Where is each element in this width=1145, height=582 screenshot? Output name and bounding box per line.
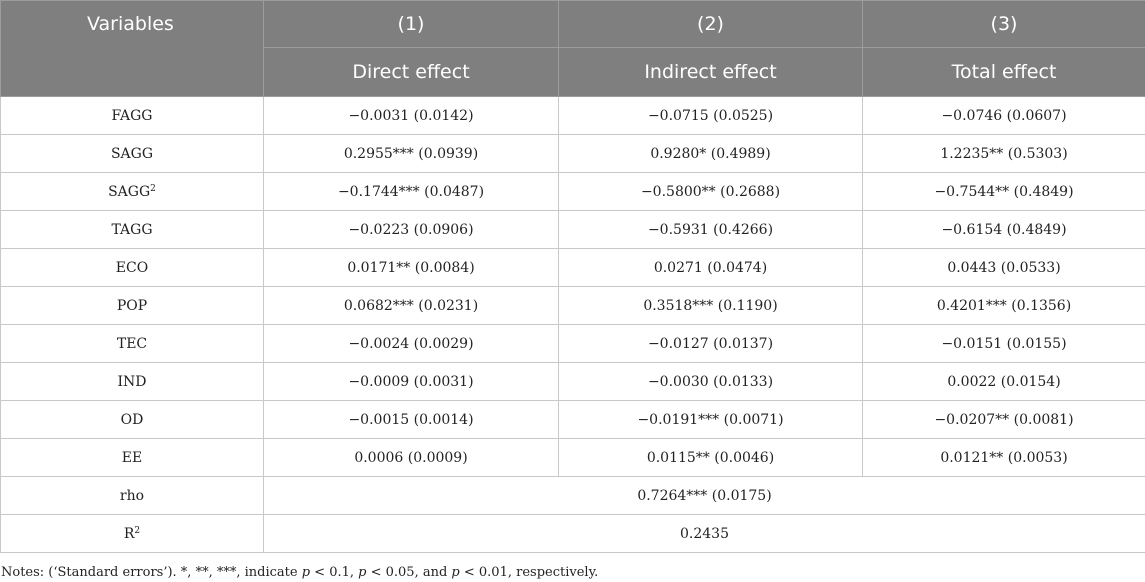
total-cell: 0.0022 (0.0154) bbox=[863, 363, 1145, 401]
table-row bbox=[1, 173, 1145, 211]
table-row bbox=[1, 97, 1145, 135]
indirect-cell: 0.0115** (0.0046) bbox=[559, 439, 863, 477]
total-effect-header: Total effect bbox=[863, 48, 1145, 97]
direct-cell: −0.0223 (0.0906) bbox=[264, 211, 559, 249]
table-row bbox=[1, 363, 1145, 401]
variable-cell: POP bbox=[1, 287, 264, 325]
table-row bbox=[1, 287, 1145, 325]
table-notes bbox=[1, 565, 598, 580]
notes-text: < 0.1, bbox=[310, 565, 359, 580]
p-symbol: p bbox=[358, 565, 367, 580]
r-squared-base: R bbox=[123, 525, 135, 542]
variable-cell bbox=[1, 173, 264, 211]
total-cell: −0.0151 (0.0155) bbox=[863, 325, 1145, 363]
total-cell: 1.2235** (0.5303) bbox=[863, 135, 1145, 173]
total-cell: −0.0207** (0.0081) bbox=[863, 401, 1145, 439]
table-row bbox=[1, 325, 1145, 363]
indirect-cell: −0.5800** (0.2688) bbox=[559, 173, 863, 211]
indirect-cell: −0.0715 (0.0525) bbox=[559, 97, 863, 135]
col1-number: (1) bbox=[264, 1, 559, 48]
rho-row bbox=[1, 477, 1145, 515]
direct-cell: −0.0024 (0.0029) bbox=[264, 325, 559, 363]
direct-effect-header: Direct effect bbox=[264, 48, 559, 97]
r-squared-row bbox=[1, 515, 1145, 553]
notes-text: < 0.05, and bbox=[366, 565, 452, 580]
variables-header: Variables bbox=[1, 1, 264, 97]
direct-cell: −0.0015 (0.0014) bbox=[264, 401, 559, 439]
rho-value: 0.7264*** (0.0175) bbox=[264, 477, 1145, 515]
direct-cell: 0.0171** (0.0084) bbox=[264, 249, 559, 287]
direct-cell: −0.0031 (0.0142) bbox=[264, 97, 559, 135]
indirect-cell: −0.0191*** (0.0071) bbox=[559, 401, 863, 439]
variable-cell: SAGG bbox=[1, 135, 264, 173]
variable-cell: TAGG bbox=[1, 211, 264, 249]
header-row-numbers bbox=[1, 1, 1145, 48]
r-squared-value: 0.2435 bbox=[264, 515, 1145, 553]
total-cell: 0.0121** (0.0053) bbox=[863, 439, 1145, 477]
r-squared-label bbox=[1, 515, 264, 553]
indirect-cell: −0.0030 (0.0133) bbox=[559, 363, 863, 401]
table-header bbox=[1, 1, 1145, 97]
superscript: 2 bbox=[134, 525, 141, 536]
table-body bbox=[1, 97, 1145, 553]
variable-cell: IND bbox=[1, 363, 264, 401]
p-symbol: p bbox=[301, 565, 311, 580]
variable-name: SAGG bbox=[108, 183, 151, 200]
direct-cell: 0.0682*** (0.0231) bbox=[264, 287, 559, 325]
total-cell: −0.6154 (0.4849) bbox=[863, 211, 1145, 249]
total-cell: −0.0746 (0.0607) bbox=[863, 97, 1145, 135]
indirect-cell: 0.0271 (0.0474) bbox=[559, 249, 863, 287]
p-symbol: p bbox=[451, 565, 460, 580]
indirect-cell: −0.5931 (0.4266) bbox=[559, 211, 863, 249]
variable-cell: EE bbox=[1, 439, 264, 477]
col3-number: (3) bbox=[863, 1, 1145, 48]
variable-cell: FAGG bbox=[1, 97, 264, 135]
indirect-effect-header: Indirect effect bbox=[559, 48, 863, 97]
table-row bbox=[1, 439, 1145, 477]
table-row bbox=[1, 211, 1145, 249]
variable-cell: ECO bbox=[1, 249, 264, 287]
rho-label: rho bbox=[1, 477, 264, 515]
total-cell: −0.7544** (0.4849) bbox=[863, 173, 1145, 211]
direct-cell: −0.1744*** (0.0487) bbox=[264, 173, 559, 211]
notes-text: < 0.01, respectively. bbox=[459, 565, 599, 580]
direct-cell: 0.0006 (0.0009) bbox=[264, 439, 559, 477]
indirect-cell: 0.9280* (0.4989) bbox=[559, 135, 863, 173]
table-row bbox=[1, 135, 1145, 173]
total-cell: 0.0443 (0.0533) bbox=[863, 249, 1145, 287]
direct-cell: 0.2955*** (0.0939) bbox=[264, 135, 559, 173]
table-row bbox=[1, 401, 1145, 439]
indirect-cell: −0.0127 (0.0137) bbox=[559, 325, 863, 363]
variable-cell: TEC bbox=[1, 325, 264, 363]
superscript: 2 bbox=[150, 183, 156, 194]
direct-cell: −0.0009 (0.0031) bbox=[264, 363, 559, 401]
table-row bbox=[1, 249, 1145, 287]
variable-cell: OD bbox=[1, 401, 264, 439]
col2-number: (2) bbox=[559, 1, 863, 48]
total-cell: 0.4201*** (0.1356) bbox=[863, 287, 1145, 325]
indirect-cell: 0.3518*** (0.1190) bbox=[559, 287, 863, 325]
notes-text: Notes: (‘Standard errors’). *, **, ***, indicate bbox=[1, 565, 302, 580]
